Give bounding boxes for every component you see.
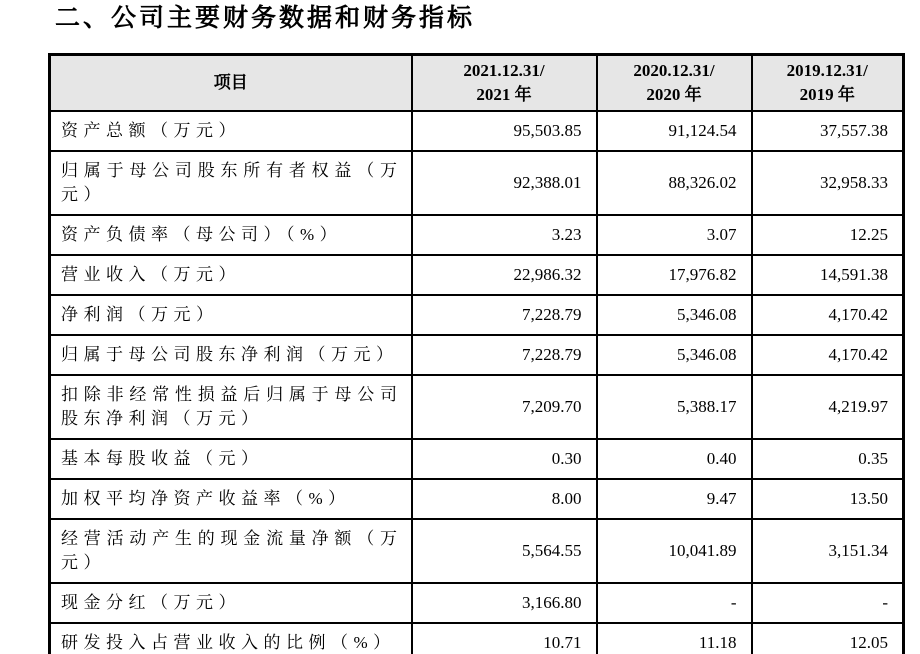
table-row-net-profit bbox=[50, 295, 904, 335]
row-label: 研发投入占营业收入的比例（%） bbox=[50, 623, 412, 654]
value-2021: 7,228.79 bbox=[412, 335, 597, 375]
table-row-parent-equity bbox=[50, 151, 904, 215]
table-row-operating-cash-flow bbox=[50, 519, 904, 583]
value-2019: 37,557.38 bbox=[752, 111, 904, 151]
row-label: 资产负债率（母公司）（%） bbox=[50, 215, 412, 255]
value-2019: 14,591.38 bbox=[752, 255, 904, 295]
value-2020: 0.40 bbox=[597, 439, 752, 479]
value-2019: 13.50 bbox=[752, 479, 904, 519]
value-2019: 32,958.33 bbox=[752, 151, 904, 215]
value-2021: 0.30 bbox=[412, 439, 597, 479]
table-row-net-profit-excl-nonrecurring bbox=[50, 375, 904, 439]
value-2021: 5,564.55 bbox=[412, 519, 597, 583]
value-2020: 88,326.02 bbox=[597, 151, 752, 215]
header-2021-date: 2021.12.31/ bbox=[463, 61, 545, 80]
value-2021: 22,986.32 bbox=[412, 255, 597, 295]
table-row-debt-ratio bbox=[50, 215, 904, 255]
value-2021: 8.00 bbox=[412, 479, 597, 519]
row-label: 扣除非经常性损益后归属于母公司股东净利润（万元） bbox=[50, 375, 412, 439]
header-2020-year: 2020 年 bbox=[646, 85, 702, 104]
value-2020: 5,346.08 bbox=[597, 335, 752, 375]
value-2019: - bbox=[752, 583, 904, 623]
value-2019: 0.35 bbox=[752, 439, 904, 479]
header-2021-year: 2021 年 bbox=[476, 85, 532, 104]
table-row-parent-net-profit bbox=[50, 335, 904, 375]
table-row-revenue bbox=[50, 255, 904, 295]
row-label: 现金分红（万元） bbox=[50, 583, 412, 623]
row-label: 基本每股收益（元） bbox=[50, 439, 412, 479]
value-2021: 7,228.79 bbox=[412, 295, 597, 335]
header-item: 项目 bbox=[50, 55, 412, 112]
value-2021: 95,503.85 bbox=[412, 111, 597, 151]
table-header-row bbox=[50, 55, 904, 112]
row-label: 营业收入（万元） bbox=[50, 255, 412, 295]
value-2020: 3.07 bbox=[597, 215, 752, 255]
value-2020: 5,388.17 bbox=[597, 375, 752, 439]
value-2019: 12.05 bbox=[752, 623, 904, 654]
header-2020 bbox=[597, 55, 752, 112]
row-label: 归属于母公司股东净利润（万元） bbox=[50, 335, 412, 375]
section-title: 二、公司主要财务数据和财务指标 bbox=[55, 4, 476, 32]
value-2020: 10,041.89 bbox=[597, 519, 752, 583]
value-2019: 4,170.42 bbox=[752, 295, 904, 335]
value-2020: 17,976.82 bbox=[597, 255, 752, 295]
value-2021: 3,166.80 bbox=[412, 583, 597, 623]
financial-indicators-table bbox=[48, 53, 905, 654]
row-label: 归属于母公司股东所有者权益（万元） bbox=[50, 151, 412, 215]
row-label: 经营活动产生的现金流量净额（万元） bbox=[50, 519, 412, 583]
value-2019: 12.25 bbox=[752, 215, 904, 255]
header-2019-year: 2019 年 bbox=[799, 85, 855, 104]
row-label: 净利润（万元） bbox=[50, 295, 412, 335]
value-2020: 5,346.08 bbox=[597, 295, 752, 335]
value-2019: 4,219.97 bbox=[752, 375, 904, 439]
value-2020: 9.47 bbox=[597, 479, 752, 519]
value-2021: 7,209.70 bbox=[412, 375, 597, 439]
value-2021: 3.23 bbox=[412, 215, 597, 255]
value-2020: - bbox=[597, 583, 752, 623]
value-2021: 92,388.01 bbox=[412, 151, 597, 215]
value-2020: 91,124.54 bbox=[597, 111, 752, 151]
table-row-rd-revenue-ratio bbox=[50, 623, 904, 654]
table-row-basic-eps bbox=[50, 439, 904, 479]
value-2021: 10.71 bbox=[412, 623, 597, 654]
value-2019: 3,151.34 bbox=[752, 519, 904, 583]
row-label: 加权平均净资产收益率（%） bbox=[50, 479, 412, 519]
table-row-weighted-roe bbox=[50, 479, 904, 519]
header-2021 bbox=[412, 55, 597, 112]
table-row-total-assets bbox=[50, 111, 904, 151]
table-row-cash-dividend bbox=[50, 583, 904, 623]
value-2019: 4,170.42 bbox=[752, 335, 904, 375]
value-2020: 11.18 bbox=[597, 623, 752, 654]
row-label: 资产总额（万元） bbox=[50, 111, 412, 151]
header-2020-date: 2020.12.31/ bbox=[633, 61, 715, 80]
header-2019-date: 2019.12.31/ bbox=[786, 61, 868, 80]
header-2019 bbox=[752, 55, 904, 112]
